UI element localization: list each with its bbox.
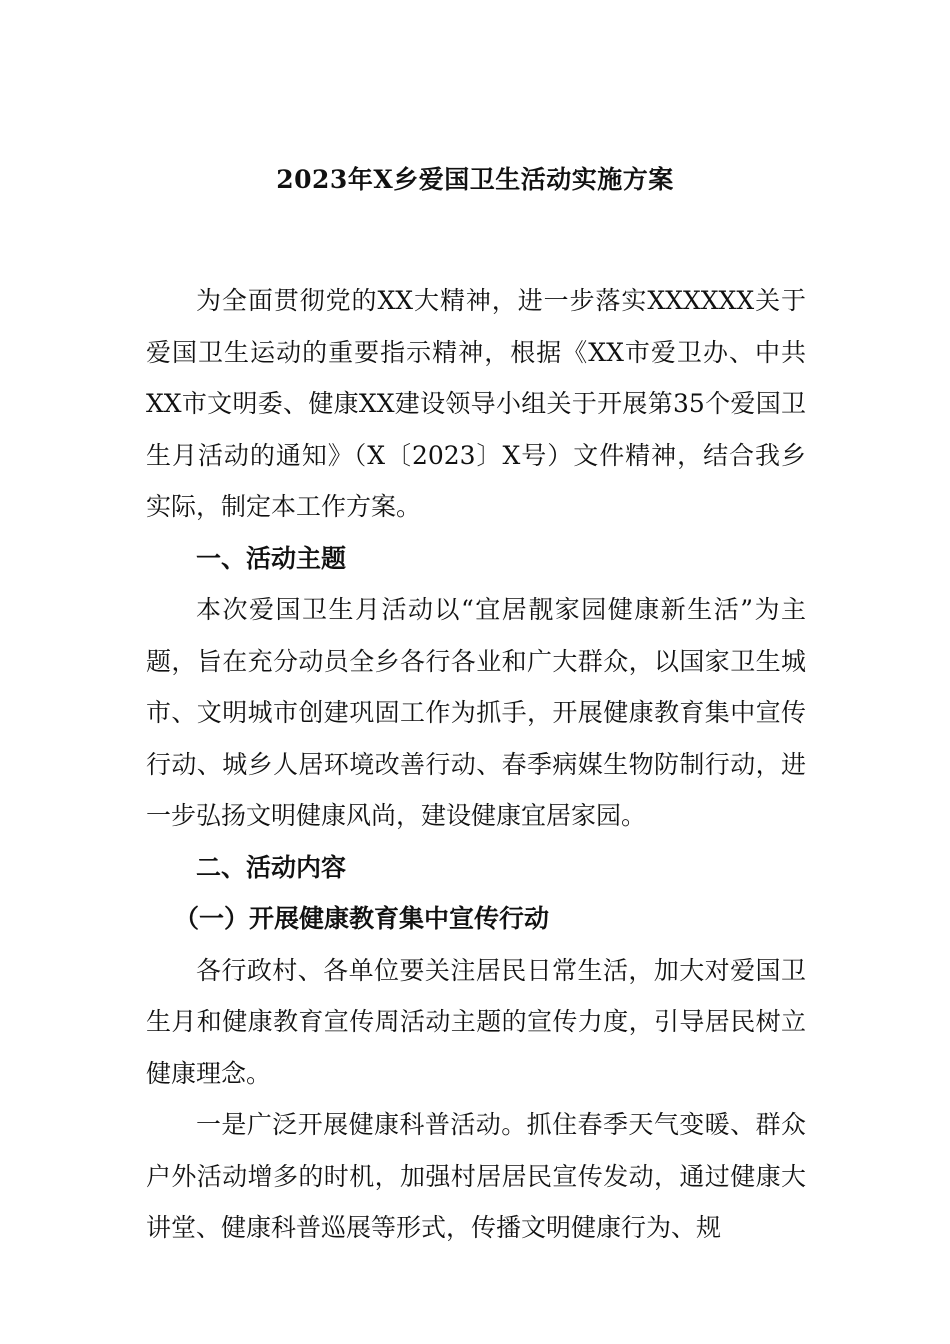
subsection-heading-education: （一）开展健康教育集中宣传行动 xyxy=(174,904,550,933)
document-title: 2023年X乡爱国卫生活动实施方案 xyxy=(276,165,674,194)
theme-paragraph: 本次爱国卫生月活动以“宜居靓家园健康新生活”为主题，旨在充分动员全乡各行各业和广大群众，以国家卫生城市、文明城市创建巩固工作为抓手，开展健康教育集中宣传行动、城乡人居环境改善行动、春季病媒生物防制行动，进一步弘扬文明健康风尚，建设健康宜居家园。 xyxy=(146,595,806,830)
section-heading-theme: 一、活动主题 xyxy=(196,543,347,573)
education-paragraph: 各行政村、各单位要关注居民日常生活，加大对爱国卫生月和健康教育宣传周活动主题的宣传力度，引导居民树立健康理念。 xyxy=(146,955,806,1088)
intro-paragraph: 为全面贯彻党的XX大精神，进一步落实XXXXXX关于爱国卫生运动的重要指示精神，根据《XX市爱卫办、中共XX市文明委、健康XX建设领导小组关于开展第35个爱国卫生月活动的通知》（X〔2023〕X号）文件精神，结合我乡实际，制定本工作方案。 xyxy=(146,286,806,521)
section-heading-content: 二、活动内容 xyxy=(196,852,347,882)
document-body xyxy=(146,275,806,1254)
science-paragraph: 一是广泛开展健康科普活动。抓住春季天气变暖、群众户外活动增多的时机，加强村居居民宣传发动，通过健康大讲堂、健康科普巡展等形式，传播文明健康行为、规 xyxy=(146,1110,806,1242)
